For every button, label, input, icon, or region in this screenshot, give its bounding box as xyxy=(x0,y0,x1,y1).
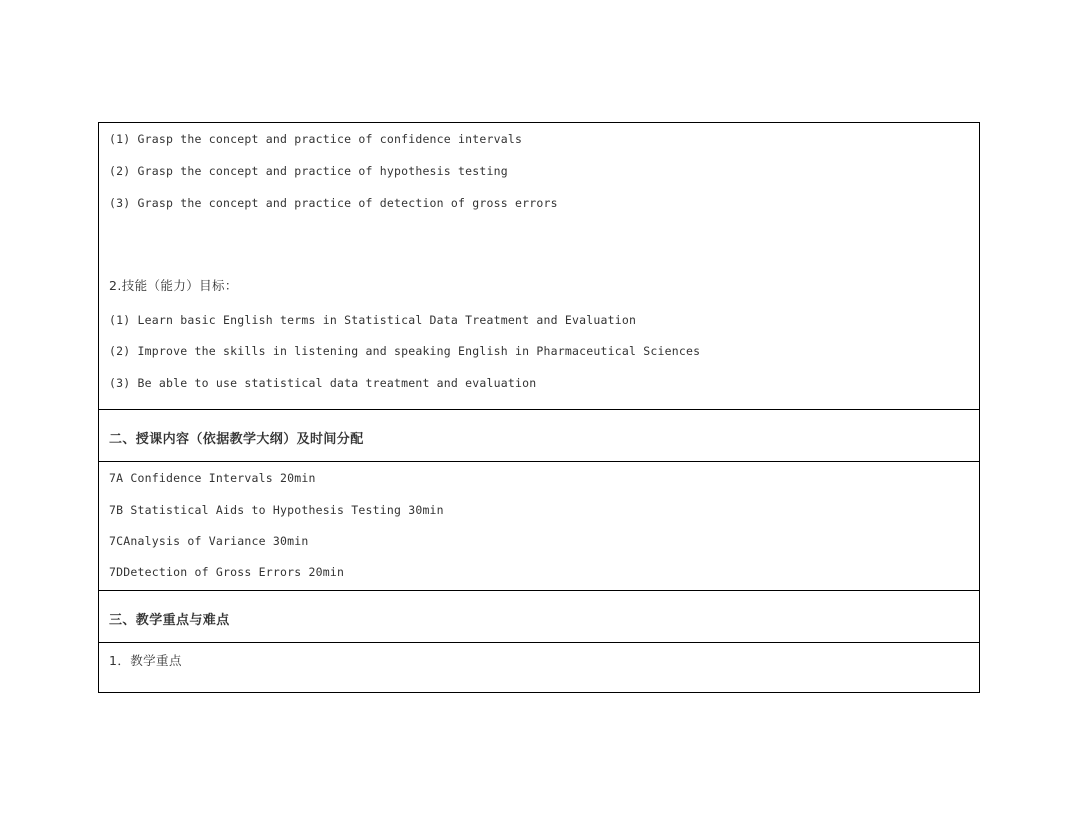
skills-heading: 2.技能（能力）目标： xyxy=(109,278,238,293)
key-points-cell xyxy=(99,643,979,691)
content-line-1: 7A Confidence Intervals 20min xyxy=(109,471,316,485)
teaching-content-header-cell xyxy=(99,410,979,462)
objective-line-3: (3) Grasp the concept and practice of detection of gross errors xyxy=(109,196,558,210)
skills-line-1: (1) Learn basic English terms in Statistical Data Treatment and Evaluation xyxy=(109,313,637,327)
content-line-4: 7DDetection of Gross Errors 20min xyxy=(109,565,345,579)
objective-line-2: (2) Grasp the concept and practice of hypothesis testing xyxy=(109,164,508,178)
key-points-header-cell xyxy=(99,591,979,643)
key-points-heading: 三、教学重点与难点 xyxy=(109,613,230,628)
teaching-content-cell xyxy=(99,462,979,591)
teaching-content-heading: 二、授课内容（依据教学大纲）及时间分配 xyxy=(109,432,364,447)
key-points-subheading: 1．教学重点 xyxy=(109,653,182,668)
skills-line-2: (2) Improve the skills in listening and speaking English in Pharmaceutical Sciences xyxy=(109,344,701,358)
lesson-plan-table xyxy=(98,122,980,693)
objectives-cell xyxy=(99,123,979,410)
skills-line-3: (3) Be able to use statistical data treatment and evaluation xyxy=(109,376,537,390)
content-line-2: 7B Statistical Aids to Hypothesis Testing 30min xyxy=(109,503,444,517)
content-line-3: 7CAnalysis of Variance 30min xyxy=(109,534,309,548)
objective-line-1: (1) Grasp the concept and practice of confidence intervals xyxy=(109,132,523,146)
